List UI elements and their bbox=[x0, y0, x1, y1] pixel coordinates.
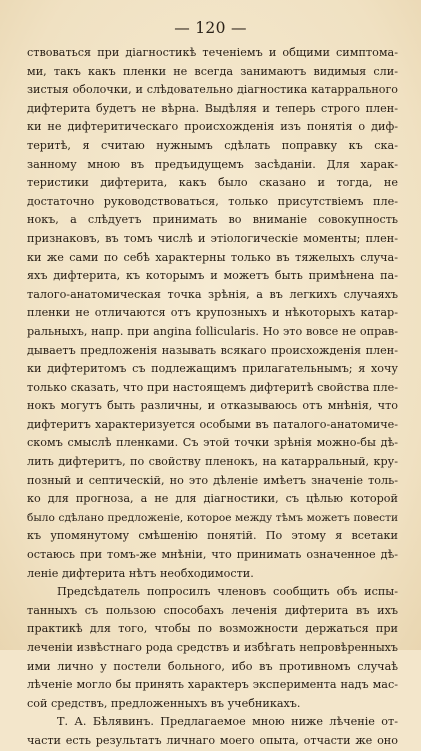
text-line: части есть результатъ личнаго моего опыта, отчасти же оно bbox=[27, 733, 398, 747]
text-line: скомъ смыслѣ пленками. Съ этой точки зрѣнія можно-бы дѣ- bbox=[27, 436, 398, 450]
text-line: дываетъ предложенія называть всякаго происхожденія плен- bbox=[27, 343, 398, 357]
text-line: ко для прогноза, а не для діагностики, съ цѣлью которой bbox=[27, 492, 398, 506]
text-line: достаточно руководствоваться, только присутствіемъ пле- bbox=[27, 194, 398, 208]
text-line: остаюсь при томъ-же мнѣніи, что принимать означенное дѣ- bbox=[27, 548, 398, 562]
text-line: лѣченіе могло бы принять характеръ эксперимента надъ мас- bbox=[27, 678, 398, 692]
text-line: яхъ дифтерита, къ которымъ и можетъ быть примѣнена па- bbox=[27, 269, 398, 283]
text-line: талого-анатомическая точка зрѣнія, а въ легкихъ случаяхъ bbox=[27, 287, 398, 301]
text-line: теристики дифтерита, какъ было сказано и тогда, не bbox=[27, 176, 398, 190]
text-line: дифтерита будетъ не вѣрна. Выдѣляя и теперь строго плен- bbox=[27, 101, 398, 115]
text-line: занному мною въ предъидущемъ засѣданіи. Для харак- bbox=[27, 157, 398, 171]
text-line: теритѣ, я считаю нужнымъ сдѣлать поправку къ ска- bbox=[27, 138, 398, 152]
text-line: позный и септическій, но это дѣленіе имѣетъ значеніе толь- bbox=[27, 473, 398, 487]
text-line: ствоваться при діагностикѣ теченіемъ и общими симптома- bbox=[27, 46, 398, 59]
text-line: нокъ, а слѣдуетъ принимать во вниманіе совокупность bbox=[27, 213, 398, 227]
text-line: практикѣ для того, чтобы по возможности держаться при bbox=[27, 622, 398, 636]
text-line: танныхъ съ пользою способахъ леченія дифтерита въ ихъ bbox=[27, 603, 398, 617]
text-line: леченіи извѣстнаго рода средствъ и избѣгать непровѣренныхъ bbox=[27, 641, 398, 654]
text-line: лить дифтеритъ, по свойству пленокъ, на катарральный, кру- bbox=[27, 455, 398, 469]
text-line: было сдѣлано предложеніе, которое между тѣмъ можетъ повести bbox=[27, 511, 398, 524]
text-line: ими лично у постели больного, ибо въ противномъ случаѣ bbox=[27, 659, 398, 673]
text-line: ки же сами по себѣ характерны только въ тяжелыхъ случа- bbox=[27, 250, 398, 264]
text-line: ми, такъ какъ пленки не всегда занимаютъ видимыя сли- bbox=[27, 64, 398, 78]
text-line: Т. А. Бѣлявинъ. Предлагаемое мною ниже лѣченіе от- bbox=[57, 715, 398, 729]
text-line: пленки не отличаются отъ крупозныхъ и нѣкоторыхъ катар- bbox=[27, 306, 398, 320]
body-text bbox=[27, 44, 398, 751]
text-line: къ упомянутому смѣшенію понятій. По этому я всетаки bbox=[27, 529, 398, 543]
text-line: Предсѣдатель попросилъ членовъ сообщить объ испы- bbox=[57, 585, 398, 599]
page-number: — 120 — bbox=[174, 19, 247, 37]
text-line: ки не дифтеритическаго происхожденія изъ понятія о диф- bbox=[27, 120, 398, 134]
text-line: только сказать, что при настоящемъ дифтеритѣ свойства пле- bbox=[27, 380, 398, 394]
text-line: нокъ могутъ быть различны, и отказываюсь отъ мнѣнія, что bbox=[27, 399, 398, 413]
text-line: ки дифтеритомъ съ подлежащимъ прилагательнымъ; я хочу bbox=[27, 362, 398, 376]
text-line: ральныхъ, напр. при angina follicularis. Но это вовсе не оправ- bbox=[27, 324, 398, 338]
text-line: леніе дифтерита нѣтъ необходимости. bbox=[27, 566, 254, 580]
text-line: зистыя оболочки, и слѣдовательно діагностика катаррального bbox=[27, 83, 398, 97]
text-line: дифтеритъ характеризуется особыми въ паталого-анатомиче- bbox=[27, 417, 398, 431]
text-line: признаковъ, въ томъ числѣ и этіологическіе моменты; плен- bbox=[27, 231, 398, 245]
text-line: сой средствъ, предложенныхъ въ учебникахъ. bbox=[27, 696, 301, 710]
